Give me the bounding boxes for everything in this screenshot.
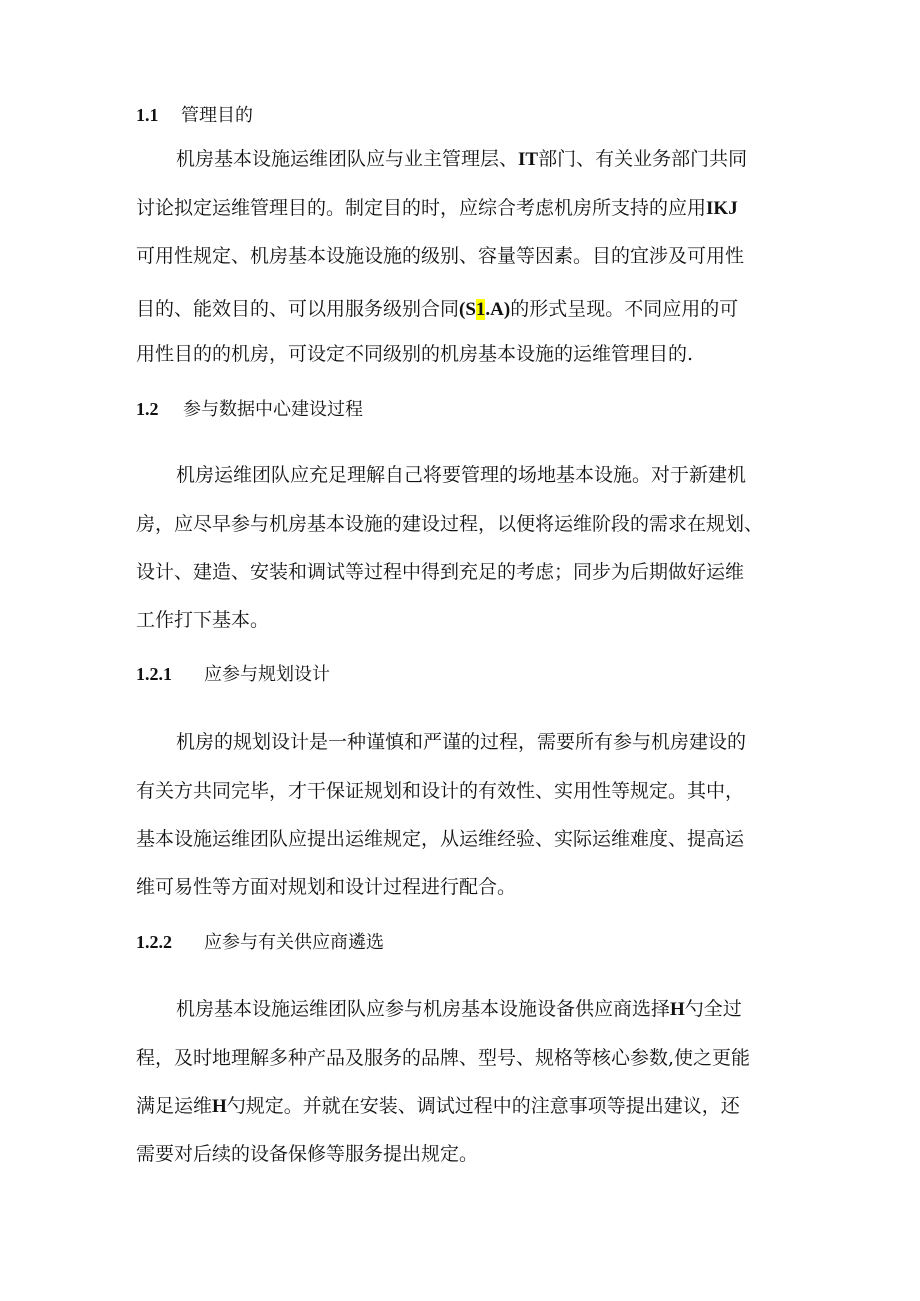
text-run: 用性目的的机房，可设定不同级别的机房基本设施的运维管理目的. xyxy=(136,343,694,365)
section-heading-1-2-2 xyxy=(136,930,384,955)
paragraph-line xyxy=(136,511,763,537)
text-run: 的形式呈现。不同应用的可 xyxy=(510,298,739,320)
paragraph-line xyxy=(136,826,744,852)
text-run: 可用性规定、机房基本设施设施的级别、容量等因素。目的宜涉及可用性 xyxy=(136,245,745,267)
section-number: 1.1 xyxy=(136,105,159,125)
paragraph-line xyxy=(136,1045,750,1071)
paragraph-line xyxy=(136,195,738,222)
text-run: 基本设施运维团队应提出运维规定，从运维经验、实际运维难度、提高运 xyxy=(136,828,745,850)
section-number: 1.2.2 xyxy=(136,932,172,952)
paragraph-line xyxy=(136,559,744,585)
text-run: 勺规定。并就在安装、调试过程中的注意事项等提出建议，还 xyxy=(226,1095,740,1117)
text-run: 需要对后续的设备保修等服务提出规定。 xyxy=(136,1143,479,1165)
paragraph-line xyxy=(176,462,746,488)
text-run: IKJ xyxy=(706,198,738,219)
paragraph-line xyxy=(136,296,738,323)
section-number: 1.2.1 xyxy=(136,664,172,684)
text-run: 目的、能效目的、可以用服务级别合同 xyxy=(136,298,460,320)
text-run: 机房运维团队应充足理解自己将要管理的场地基本设施。对于新建机 xyxy=(176,464,747,486)
section-title: 参与数据中心建设过程 xyxy=(183,399,363,420)
paragraph-line xyxy=(176,996,742,1023)
section-number: 1.2 xyxy=(136,399,159,419)
paragraph-line xyxy=(176,146,747,173)
paragraph-line xyxy=(136,607,269,633)
paragraph-line xyxy=(136,1093,740,1120)
text-run: 机房基本设施运维团队应与业主管理层、 xyxy=(176,148,519,170)
text-run: 机房的规划设计是一种谨慎和严谨的过程，需要所有参与机房建设的 xyxy=(176,731,747,753)
section-title: 应参与有关供应商遴选 xyxy=(204,932,384,953)
paragraph-line xyxy=(136,1141,478,1167)
text-run: 讨论拟定运维管理目的。制定目的时，应综合考虑机房所支持的应用 xyxy=(136,197,707,219)
paragraph-line xyxy=(136,341,693,367)
section-title: 应参与规划设计 xyxy=(204,664,330,685)
section-heading-1-1 xyxy=(136,103,253,128)
text-run: 设计、建造、安装和调试等过程中得到充足的考虑；同步为后期做好运维 xyxy=(136,561,745,583)
text-run: 房，应尽早参与机房基本设施的建设过程，以便将运维阶段的需求在规划、 xyxy=(136,513,764,535)
text-run: 部门、有关业务部门共同 xyxy=(538,148,748,170)
section-title: 管理目的 xyxy=(181,105,253,126)
paragraph-line xyxy=(136,874,516,900)
section-heading-1-2 xyxy=(136,397,363,422)
paragraph-line xyxy=(136,778,744,804)
text-run: IT xyxy=(518,149,539,170)
text-run: 程，及时地理解多种产品及服务的品牌、型号、规格等核心参数,使之更能 xyxy=(136,1047,751,1069)
text-run: 满足运维 xyxy=(136,1095,213,1117)
highlighted-text: 1 xyxy=(475,299,486,320)
text-run: 工作打下基本。 xyxy=(136,609,270,631)
text-run: 勺全过 xyxy=(684,998,742,1020)
paragraph-line xyxy=(136,243,744,269)
paragraph-line xyxy=(176,729,746,755)
text-run: 有关方共同完毕，才干保证规划和设计的有效性、实用性等规定。其中， xyxy=(136,780,745,802)
text-run: (S xyxy=(459,299,476,320)
section-heading-1-2-1 xyxy=(136,662,330,687)
text-run: H xyxy=(212,1096,227,1117)
text-run: .A) xyxy=(485,299,511,320)
text-run: H xyxy=(670,999,685,1020)
text-run: 机房基本设施运维团队应参与机房基本设施设备供应商选择 xyxy=(176,998,671,1020)
text-run: 维可易性等方面对规划和设计过程进行配合。 xyxy=(136,876,517,898)
